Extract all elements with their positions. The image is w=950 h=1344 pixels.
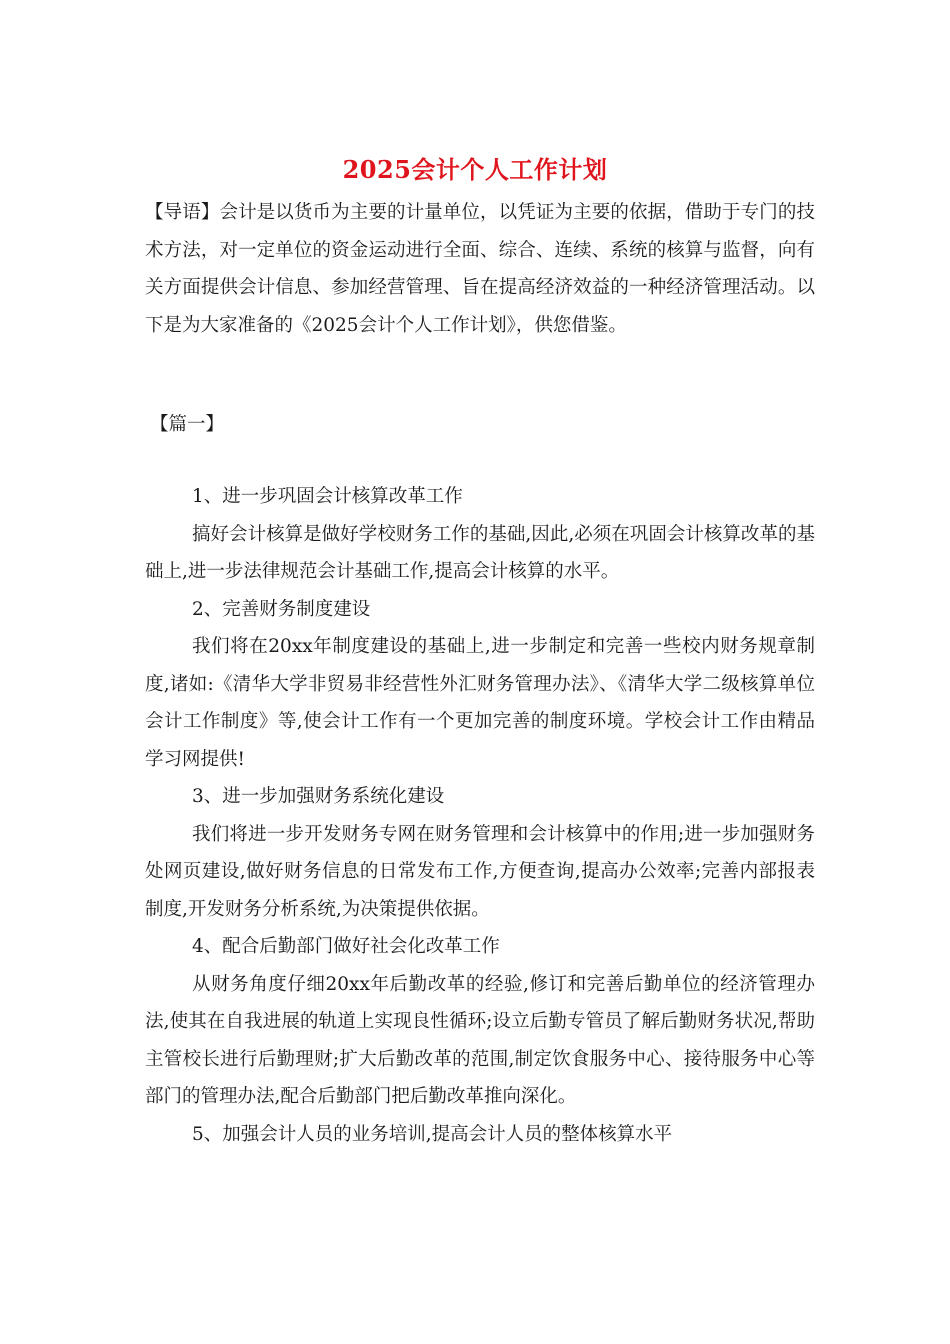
item-body: 我们将进一步开发财务专网在财务管理和会计核算中的作用;进一步加强财务处网页建设,做好财务信息的日常发布工作,方便查询,提高办公效率;完善内部报表制度,开发财务分析系统,为决策提供依据。: [145, 823, 815, 920]
item-heading: 4、配合后勤部门做好社会化改革工作: [192, 936, 500, 957]
section-label: 【篇一】: [150, 414, 225, 435]
item-body: 从财务角度仔细20xx年后勤改革的经验,修订和完善后勤单位的经济管理办法,使其在自我进展的轨道上实现良性循环;设立后勤专管员了解后勤财务状况,帮助主管校长进行后勤理财;扩大后勤改革的范围,制定饮食服务中心、接待服务中心等部门的管理办法,配合后勤部门把后勤改革推向深化。: [145, 973, 815, 1107]
item-heading: 2、完善财务制度建设: [192, 598, 371, 620]
document-title: 2025会计个人工作计划: [342, 155, 608, 184]
plan-body: [145, 478, 815, 1153]
item-body: 我们将在20xx年制度建设的基础上,进一步制定和完善一些校内财务规章制度,诸如:《清华大学非贸易非经营性外汇财务管理办法》、《清华大学二级核算单位会计工作制度》等,使会计工作有一个更加完善的制度环境。学校会计工作由精品学习网提供!: [145, 636, 815, 770]
item-heading: 5、加强会计人员的业务培训,提高会计人员的整体核算水平: [192, 1123, 673, 1145]
item-body: 搞好会计核算是做好学校财务工作的基础,因此,必须在巩固会计核算改革的基础上,进一步法律规范会计基础工作,提高会计核算的水平。: [145, 523, 815, 582]
item-heading: 1、进一步巩固会计核算改革工作: [192, 486, 463, 507]
intro-paragraph: 【导语】会计是以货币为主要的计量单位，以凭证为主要的依据，借助于专门的技术方法，对一定单位的资金运动进行全面、综合、连续、系统的核算与监督，向有关方面提供会计信息、参加经营管理、旨在提高经济效益的一种经济管理活动。以下是为大家准备的《2025会计个人工作计划》，供您借鉴。: [145, 202, 815, 336]
item-heading: 3、进一步加强财务系统化建设: [192, 786, 445, 807]
